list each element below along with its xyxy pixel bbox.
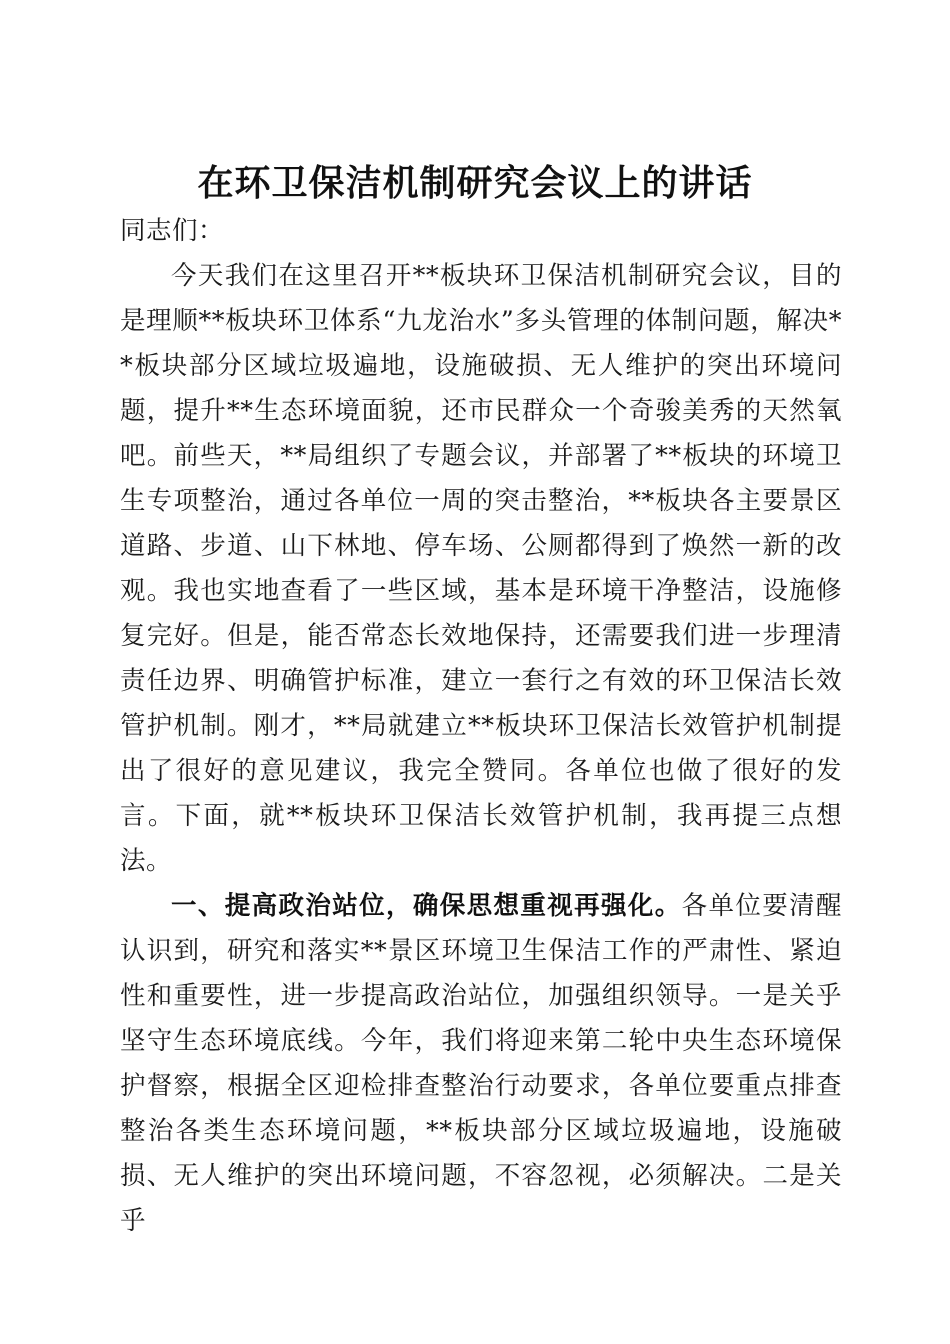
paragraph-intro: 今天我们在这里召开**板块环卫保洁机制研究会议，目的是理顺**板块环卫体系“九龙治水”多头管理的体制问题，解决**板块部分区域垃圾遍地，设施破损、无人维护的突出环境问题，提升**生态环境面貌，还市民群众一个奇骏美秀的天然氧吧。前些天，**局组织了专题会议，并部署了**板块的环境卫生专项整治，通过各单位一周的突击整治，**板块各主要景区道路、步道、山下林地、停车场、公厕都得到了焕然一新的改观。我也实地查看了一些区域，基本是环境干净整洁，设施修复完好。但是，能否常态长效地保持，还需要我们进一步理清责任边界、明确管护标准，建立一套行之有效的环卫保洁长效管护机制。刚才，**局就建立**板块环卫保洁长效管护机制提出了很好的意见建议，我完全赞同。各单位也做了很好的发言。下面，就**板块环卫保洁长效管护机制，我再提三点想法。 xyxy=(120,261,842,876)
section-one-heading: 一、提高政治站位，确保思想重视再强化。 xyxy=(171,891,682,921)
document-title: 在环卫保洁机制研究会议上的讲话 xyxy=(197,162,753,205)
document-body xyxy=(120,209,842,1244)
salutation: 同志们： xyxy=(120,216,225,246)
section-one-text: 各单位要清醒认识到，研究和落实**景区环境卫生保洁工作的严肃性、紧迫性和重要性，进一步提高政治站位，加强组织领导。一是关乎坚守生态环境底线。今年，我们将迎来第二轮中央生态环境保护督察，根据全区迎检排查整治行动要求，各单位要重点排查整治各类生态环境问题，**板块部分区域垃圾遍地，设施破损、无人维护的突出环境问题，不容忽视，必须解决。二是关乎 xyxy=(120,891,842,1236)
paragraph-section-one xyxy=(120,884,842,1244)
